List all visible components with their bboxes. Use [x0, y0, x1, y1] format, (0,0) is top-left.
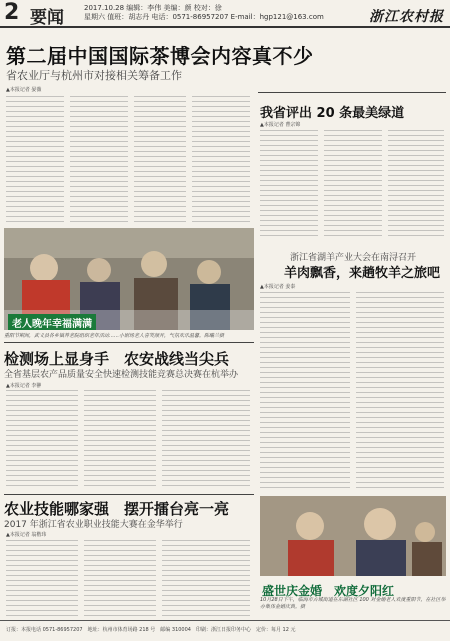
- greenway-body-col3: [388, 130, 444, 238]
- sheep-byline: ▲本报记者 姜泰: [260, 284, 296, 290]
- golden-wedding-photo-art: [260, 496, 446, 576]
- header-info-line2: 星期六 值班：胡志丹 电话：0571-86957207 E-mail：hgp121@163.com: [84, 13, 324, 21]
- greenway-headline: 我省评出 20 条最美绿道: [260, 106, 405, 121]
- bottom-rule: [4, 494, 254, 495]
- lead-body-col1: [6, 96, 64, 226]
- photo2-title: 盛世庆金婚 欢度夕阳红: [262, 584, 395, 598]
- lead-body-col3: [134, 96, 186, 226]
- mid-byline: ▲本报记者 李翀: [6, 383, 42, 389]
- mid-body-col1: [6, 390, 78, 490]
- elderly-photo: [4, 228, 254, 330]
- sheep-headline: 羊肉飘香，来趟牧羊之旅吧: [284, 266, 441, 281]
- lead-byline: ▲本报记者 晏薇: [6, 87, 42, 93]
- section-name: 要闻: [30, 8, 64, 28]
- lead-headline: 第二届中国国际茶博会内容真不少: [6, 44, 314, 68]
- bottom-body-col2: [84, 540, 156, 616]
- photo2-caption: 10月28日下午，临海市古城街道在东湖社区 100 对金婚老人欢度重阳节，在社区举办集体金婚庆典。摄: [260, 597, 446, 610]
- bottom-body-col1: [6, 540, 78, 616]
- lead-subtitle: 省农业厅与杭州市对接相关筹备工作: [6, 69, 182, 82]
- mid-subtitle: 全省基层农产品质量安全快速检测技能竞赛总决赛在杭举办: [4, 370, 239, 380]
- sheep-body-col1: [260, 292, 350, 492]
- mid-headline: 检测场上显身手 农安战线当尖兵: [4, 350, 230, 368]
- masthead: 浙江农村报: [369, 9, 444, 25]
- photo1-caption: 重阳节期间，武义县各乡镇养老院组织老年活动……小剧场老人喜笑颜开，气氛欢乐温馨。陈曦兰摄: [4, 333, 225, 339]
- bottom-byline: ▲本报记者 翁楷玮: [6, 532, 47, 538]
- mid-rule: [4, 342, 254, 343]
- greenway-byline: ▲本报记者 曹宗锦: [260, 122, 301, 128]
- photo-overlay-label: 老人晚年幸福满满: [8, 314, 96, 330]
- header-info-line1: 2017.10.28 编辑：李伟 美编：颜 校对：徐: [84, 4, 222, 12]
- golden-wedding-photo: [260, 496, 446, 576]
- sheep-kicker: 浙江省湖羊产业大会在南浔召开: [290, 253, 417, 263]
- sheep-body-col2: [356, 292, 444, 492]
- page-footer: [0, 620, 450, 641]
- page-number: 2: [4, 0, 20, 25]
- right-rule: [258, 92, 446, 93]
- lead-body-col4: [192, 96, 250, 226]
- bottom-subtitle: 2017 年浙江省农业职业技能大赛在金华举行: [4, 520, 183, 530]
- mid-body-col2: [84, 390, 156, 490]
- greenway-body-col1: [260, 130, 318, 238]
- bottom-body-col3: [162, 540, 250, 616]
- footer-text: 订报：本报电话 0571-86957207 地址：杭州市体育场路 218 号 邮编 310004 印刷：浙江日报印务中心 定价：每月 12 元: [6, 627, 296, 633]
- page-header: [0, 0, 450, 28]
- header-info: [84, 4, 324, 22]
- mid-body-col3: [162, 390, 250, 490]
- bottom-headline: 农业技能哪家强 摆开擂台亮一亮: [4, 500, 230, 518]
- lead-body-col2: [70, 96, 128, 226]
- greenway-body-col2: [324, 130, 382, 238]
